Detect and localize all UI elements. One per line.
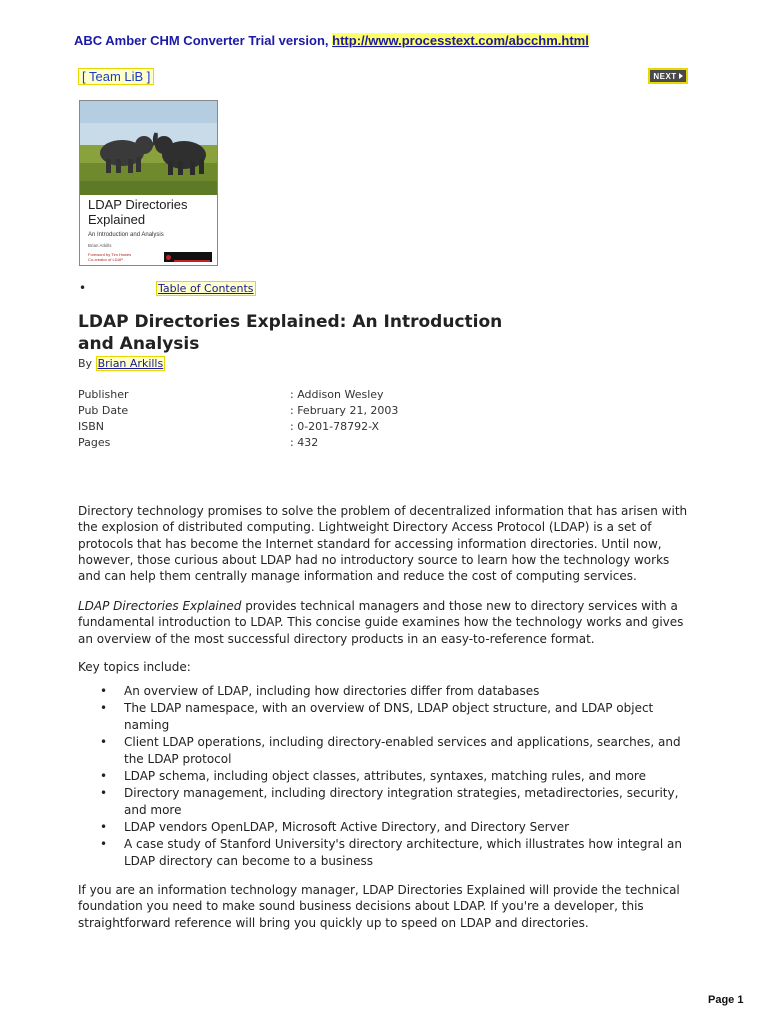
toc-bullet: • bbox=[79, 281, 87, 295]
cover-foreword-line1: Foreword by Tim Howes bbox=[88, 252, 132, 257]
page-number: Page 1 bbox=[708, 994, 744, 1006]
table-of-contents-link[interactable]: Table of Contents bbox=[158, 282, 254, 295]
key-topics-list bbox=[100, 683, 700, 870]
cover-title bbox=[88, 197, 187, 227]
meta-value-isbn: : 0-201-78792-X bbox=[290, 420, 380, 433]
description-paragraph-2-text: provides technical managers and those new to directory services with a fundamental introduction to LDAP. This concise guide examines how the technology works and gives an overview of the most successful directory products in an easy-to-reference format. bbox=[78, 599, 684, 646]
description-paragraph-1: Directory technology promises to solve the problem of decentralized information that has arisen with the explosion of distributed computing. Lightweight Directory Access Protocol (LDAP) is a set of protocols that has become the Internet standard for accessing information directories. Until now, however, those curious about LDAP had no introductory source to learn how the technology works and can help them centrally manage information and reduce the cost of computing services. bbox=[78, 504, 688, 584]
closing-paragraph: If you are an information technology manager, LDAP Directories Explained will provide the technical foundation you need to make sound business decisions about LDAP. If you're a developer, this straightforward reference will bring you quickly up to speed on LDAP and directories. bbox=[78, 883, 680, 930]
next-arrow-icon bbox=[679, 73, 683, 79]
description-paragraph-2 bbox=[78, 598, 690, 647]
cover-title-line2: Explained bbox=[88, 212, 146, 227]
publisher-logo bbox=[164, 252, 212, 262]
meta-value-pub-date: : February 21, 2003 bbox=[290, 404, 399, 417]
description-book-title-italic: LDAP Directories Explained bbox=[78, 599, 242, 613]
trial-banner-text: ABC Amber CHM Converter Trial version, bbox=[74, 33, 329, 48]
cover-foreword-line2: Co-creator of LDAP bbox=[88, 257, 123, 262]
meta-value-pages: : 432 bbox=[290, 436, 319, 449]
next-button-label: NEXT bbox=[653, 71, 677, 81]
list-item: • LDAP vendors OpenLDAP, Microsoft Active Directory, and Directory Server bbox=[100, 819, 700, 836]
team-lib-link[interactable]: [ Team LiB ] bbox=[78, 68, 154, 85]
list-item: • Client LDAP operations, including directory-enabled services and applications, searches, and the LDAP protocol bbox=[100, 734, 700, 768]
byline bbox=[78, 357, 165, 370]
author-link[interactable]: Brian Arkills bbox=[97, 357, 164, 370]
cover-foreword bbox=[88, 252, 131, 262]
byline-prefix: By bbox=[78, 357, 93, 370]
meta-key-publisher: Publisher bbox=[78, 388, 129, 401]
trial-banner-link[interactable]: http://www.processtext.com/abcchm.html bbox=[332, 33, 589, 48]
meta-key-pub-date: Pub Date bbox=[78, 404, 129, 417]
cover-subtitle: An Introduction and Analysis bbox=[88, 232, 164, 238]
key-topics-label: Key topics include: bbox=[78, 660, 191, 674]
book-cover bbox=[79, 100, 218, 266]
list-item: • An overview of LDAP, including how directories differ from databases bbox=[100, 683, 700, 700]
list-item: • Directory management, including directory integration strategies, metadirectories, security, and more bbox=[100, 785, 700, 819]
cover-author: Brian Arkills bbox=[88, 243, 112, 248]
book-title: LDAP Directories Explained: An Introduction and Analysis bbox=[78, 312, 503, 354]
list-item: • A case study of Stanford University's directory architecture, which illustrates how integral an LDAP directory can become to a business bbox=[100, 836, 700, 870]
meta-key-pages: Pages bbox=[78, 436, 111, 449]
next-button[interactable] bbox=[648, 68, 688, 84]
elephants-cover-photo bbox=[80, 101, 217, 195]
list-item: • LDAP schema, including object classes, attributes, syntaxes, matching rules, and more bbox=[100, 768, 700, 785]
cover-title-line1: LDAP Directories bbox=[88, 197, 188, 212]
list-item: • The LDAP namespace, with an overview of DNS, LDAP object structure, and LDAP object naming bbox=[100, 700, 700, 734]
meta-value-publisher: : Addison Wesley bbox=[290, 388, 384, 401]
meta-key-isbn: ISBN bbox=[78, 420, 105, 433]
trial-banner bbox=[74, 33, 589, 48]
